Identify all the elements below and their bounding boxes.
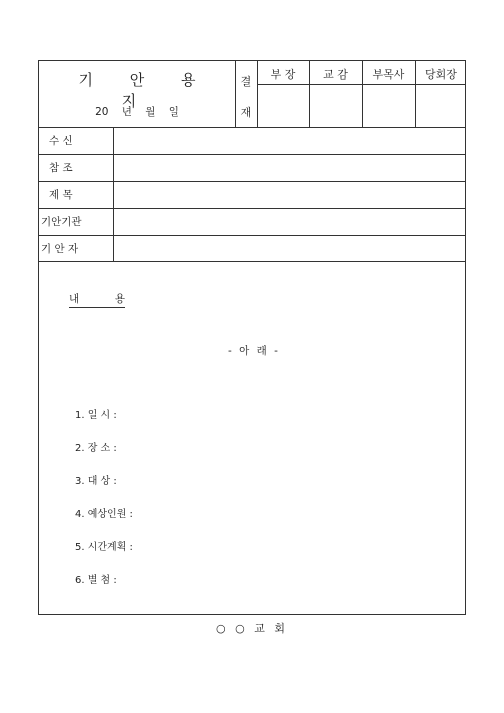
field-value-drafter[interactable] <box>114 236 464 262</box>
item-attachment: 6. 별 첨 : <box>75 575 117 586</box>
field-label-reference: 참 조 <box>49 162 73 174</box>
divider <box>257 84 465 85</box>
field-label-drafter: 기 안 자 <box>41 243 79 255</box>
form-title: 기 안 용 지 <box>78 71 212 110</box>
approver-2-signature-cell[interactable] <box>310 85 361 127</box>
field-label-recipient: 수 신 <box>49 135 73 147</box>
item-date-time: 1. 일 시 : <box>75 410 117 421</box>
divider <box>362 61 363 127</box>
field-label-drafting-agency: 기안기관 <box>41 216 82 228</box>
field-label-subject: 제 목 <box>49 189 73 201</box>
approver-4-signature-cell[interactable] <box>416 85 466 127</box>
divider <box>257 61 258 127</box>
item-target: 3. 대 상 : <box>75 476 117 487</box>
draft-form <box>38 60 466 615</box>
divider <box>39 261 465 262</box>
item-place: 2. 장 소 : <box>75 443 117 454</box>
item-expected-attendance: 4. 예상인원 : <box>75 509 133 520</box>
field-value-recipient[interactable] <box>114 128 464 154</box>
approval-label-bottom: 재 <box>240 106 252 119</box>
organization-name: ○ ○ 교 회 <box>216 622 288 635</box>
approver-2-label: 교 감 <box>323 68 348 81</box>
divider <box>309 61 310 127</box>
field-value-drafting-agency[interactable] <box>114 209 464 235</box>
below-heading: - 아 래 - <box>228 345 278 357</box>
approver-1-label: 부 장 <box>270 68 296 81</box>
divider <box>235 61 236 127</box>
approver-3-signature-cell[interactable] <box>363 85 414 127</box>
content-heading: 내 용 <box>69 291 125 308</box>
item-schedule: 5. 시간계획 : <box>75 542 133 553</box>
approval-label-top: 결 <box>240 75 252 88</box>
divider <box>415 61 416 127</box>
approver-3-label: 부목사 <box>372 68 405 81</box>
divider <box>113 127 114 261</box>
field-value-reference[interactable] <box>114 155 464 181</box>
approver-4-label: 당회장 <box>425 68 457 81</box>
field-value-subject[interactable] <box>114 182 464 208</box>
approver-1-signature-cell[interactable] <box>258 85 308 127</box>
date-line: 20 년 월 일 <box>95 106 179 118</box>
